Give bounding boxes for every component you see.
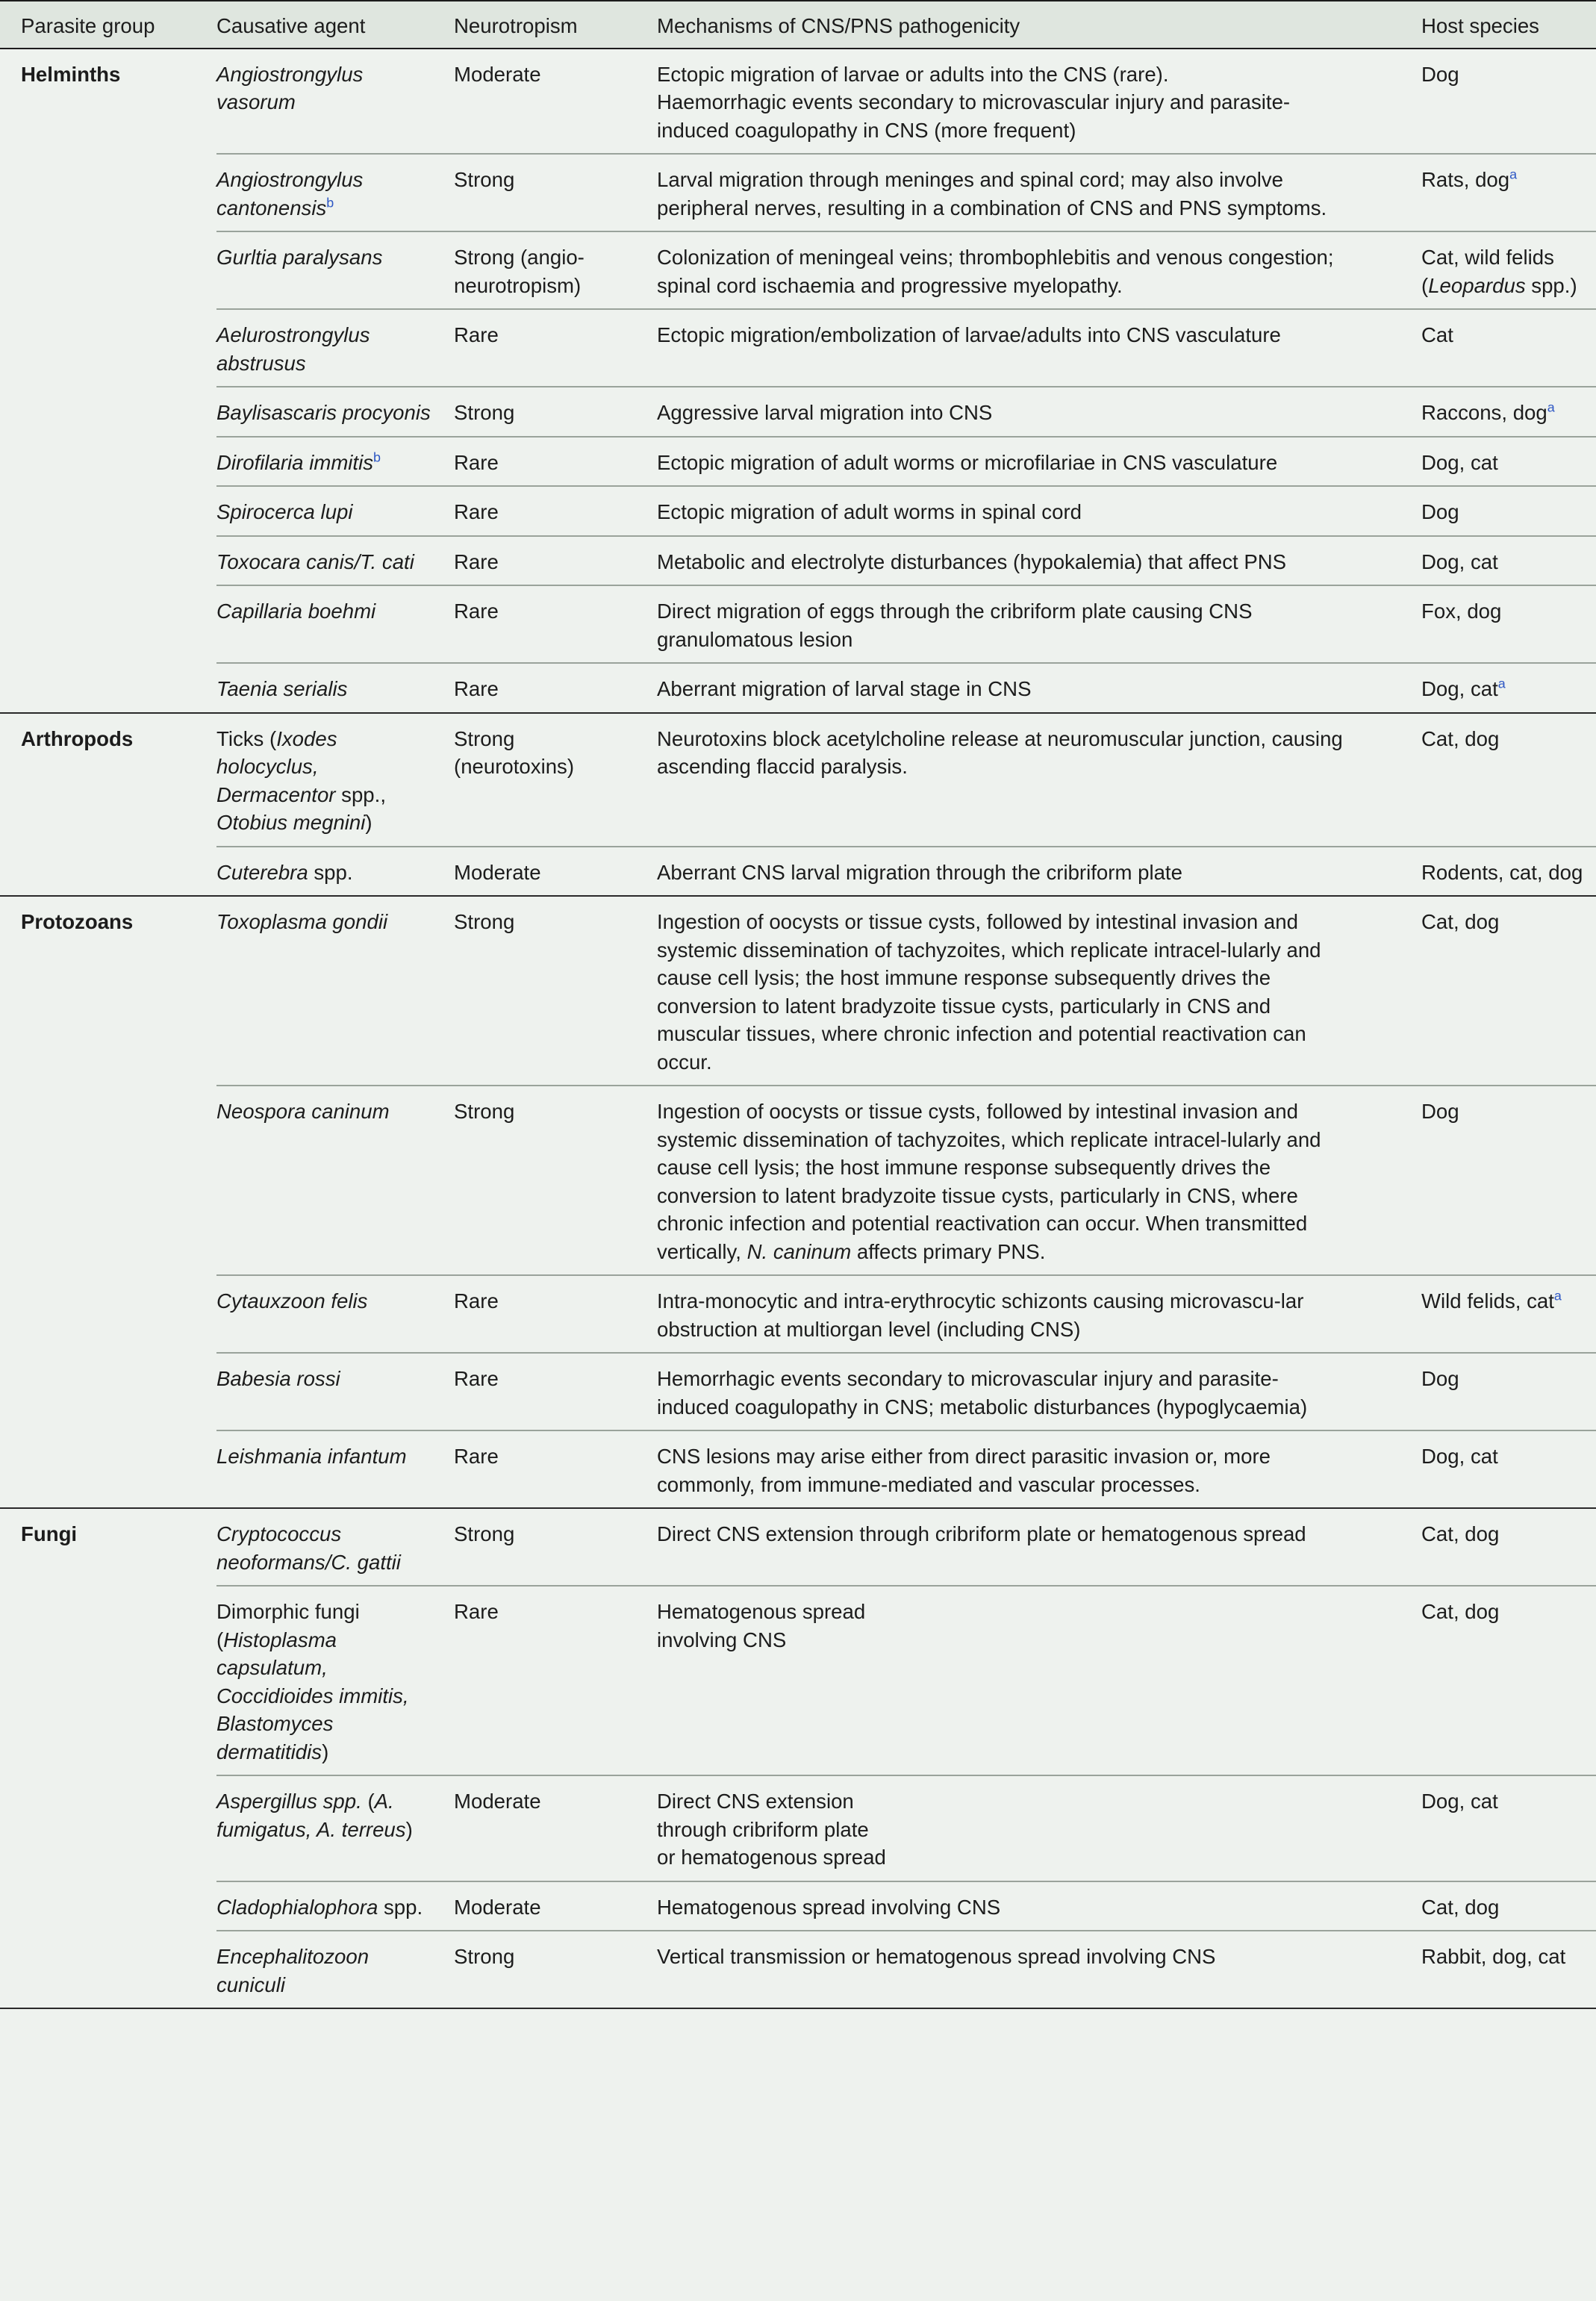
causative-agent: Toxocara canis/T. cati [216,536,454,586]
host-species: Dog, cat$^a$ [1421,663,1596,713]
host-species: Rats, dog$^a$ [1421,154,1596,231]
mechanism: Ectopic migration/embolization of larvae/adults into CNS vasculature [657,309,1421,387]
header-host-species: Host species [1421,1,1596,49]
neurotropism: Strong (angio-neurotropism) [454,231,657,309]
table-row [0,1931,1596,2008]
causative-agent: Ticks (Ixodes holocyclus, Dermacentor spp., Otobius megnini) [216,713,454,847]
causative-agent: Taenia serialis [216,663,454,713]
causative-agent: Babesia rossi [216,1353,454,1430]
table-row [0,1508,1596,1586]
host-species: Fox, dog [1421,585,1596,663]
footnote-marker: a [1553,1288,1562,1304]
mechanism: Direct migration of eggs through the cribriform plate causing CNS granulomatous lesion [657,585,1421,663]
host-species: Dog [1421,1086,1596,1275]
causative-agent: Cytauxzoon felis [216,1275,454,1353]
table-row [0,1881,1596,1931]
causative-agent: Angiostrongylus cantonensis$^b$ [216,154,454,231]
table-row [0,585,1596,663]
mechanism: Ectopic migration of larvae or adults into the CNS (rare). Haemorrhagic events secondary to microvascular injury and parasite-induced coagulopathy in CNS (more frequent) [657,49,1421,155]
neurotropism: Moderate [454,847,657,897]
causative-agent: Neospora caninum [216,1086,454,1275]
table-row [0,1430,1596,1508]
neurotropism: Rare [454,437,657,487]
mechanism: Ectopic migration of adult worms or microfilariae in CNS vasculature [657,437,1421,487]
table-row [0,154,1596,231]
host-species: Dog, cat [1421,536,1596,586]
neurotropism: Strong [454,387,657,437]
table-row [0,387,1596,437]
mechanism: Ingestion of oocysts or tissue cysts, followed by intestinal invasion and systemic dissemination of tachyzoites, which replicate intracel-lularly and cause cell lysis; the host immune response subsequently drives the conversion to latent bradyzoite tissue cysts, particularly in CNS, where chronic infection and potential reactivation can occur. When transmitted vertically, N. caninum affects primary PNS. [657,1086,1421,1275]
table-row [0,1775,1596,1881]
footnote-marker: b [373,449,381,464]
neurotropism: Strong [454,154,657,231]
causative-agent: Dimorphic fungi (Histoplasma capsulatum, Coccidioides immitis, Blastomyces dermatitidis) [216,1586,454,1775]
mechanism: Larval migration through meninges and spinal cord; may also involve peripheral nerves, resulting in a combination of CNS and PNS symptoms. [657,154,1421,231]
causative-agent: Toxoplasma gondii [216,896,454,1086]
neurotropism: Moderate [454,49,657,155]
table-row [0,847,1596,897]
mechanism: Aggressive larval migration into CNS [657,387,1421,437]
host-species: Cat [1421,309,1596,387]
header-parasite-group: Parasite group [0,1,216,49]
causative-agent: Cuterebra spp. [216,847,454,897]
footnote-marker: a [1547,399,1555,415]
table-row [0,1353,1596,1430]
mechanism: Metabolic and electrolyte disturbances (hypokalemia) that affect PNS [657,536,1421,586]
mechanism: Ectopic migration of adult worms in spinal cord [657,486,1421,536]
header-causative-agent: Causative agent [216,1,454,49]
mechanism: Ingestion of oocysts or tissue cysts, followed by intestinal invasion and systemic dissemination of tachyzoites, which replicate intracel-lularly and cause cell lysis; the host immune response subsequently drives the conversion to latent bradyzoite tissue cysts, particularly in CNS and muscular tissues, where chronic infection and potential reactivation can occur. [657,896,1421,1086]
neurotropism: Moderate [454,1775,657,1881]
host-species: Dog [1421,1353,1596,1430]
table-row [0,231,1596,309]
causative-agent: Gurltia paralysans [216,231,454,309]
host-species: Cat, dog [1421,1586,1596,1775]
causative-agent: Cryptococcus neoformans/C. gattii [216,1508,454,1586]
causative-agent: Encephalitozoon cuniculi [216,1931,454,2008]
host-species: Wild felids, cat$^a$ [1421,1275,1596,1353]
host-species: Rodents, cat, dog [1421,847,1596,897]
mechanism: Hematogenous spread involving CNS [657,1586,1421,1775]
table-row [0,536,1596,586]
group-arthropods: Arthropods [0,713,216,897]
neurotropism: Rare [454,1275,657,1353]
footnote-marker: a [1497,676,1506,691]
mechanism: Vertical transmission or hematogenous spread involving CNS [657,1931,1421,2008]
host-species: Dog, cat [1421,1430,1596,1508]
neurotropism: Rare [454,486,657,536]
mechanism: Intra-monocytic and intra-erythrocytic schizonts causing microvascu-lar obstruction at multiorgan level (including CNS) [657,1275,1421,1353]
table-row [0,1086,1596,1275]
footnote-marker: a [1509,166,1518,182]
causative-agent: Baylisascaris procyonis [216,387,454,437]
mechanism: Aberrant CNS larval migration through the cribriform plate [657,847,1421,897]
mechanism: Direct CNS extension through cribriform plate or hematogenous spread [657,1775,1421,1881]
table-row [0,437,1596,487]
table-row [0,896,1596,1086]
neurotropism: Rare [454,585,657,663]
neurotropism: Rare [454,1353,657,1430]
mechanism: Hemorrhagic events secondary to microvascular injury and parasite-induced coagulopathy in CNS; metabolic disturbances (hypoglycaemia) [657,1353,1421,1430]
neurotropism: Strong [454,1931,657,2008]
header-mechanisms: Mechanisms of CNS/PNS pathogenicity [657,1,1421,49]
causative-agent: Dirofilaria immitis$^b$ [216,437,454,487]
header-neurotropism: Neurotropism [454,1,657,49]
host-species: Cat, dog [1421,713,1596,847]
table-row [0,713,1596,847]
table-row [0,309,1596,387]
mechanism: Colonization of meningeal veins; thrombophlebitis and venous congestion; spinal cord ischaemia and progressive myelopathy. [657,231,1421,309]
footnote-marker: b [326,194,334,210]
causative-agent: Leishmania infantum [216,1430,454,1508]
neurotropism: Strong [454,1086,657,1275]
host-species: Rabbit, dog, cat [1421,1931,1596,2008]
host-species: Cat, dog [1421,1881,1596,1931]
mechanism: Direct CNS extension through cribriform plate or hematogenous spread [657,1508,1421,1586]
causative-agent: Angiostrongylus vasorum [216,49,454,155]
group-helminths: Helminths [0,49,216,713]
mechanism: Aberrant migration of larval stage in CNS [657,663,1421,713]
causative-agent: Cladophialophora spp. [216,1881,454,1931]
neurotropism: Rare [454,1586,657,1775]
neurotropism: Rare [454,1430,657,1508]
causative-agent: Aspergillus spp. (A. fumigatus, A. terreus) [216,1775,454,1881]
neurotropism: Moderate [454,1881,657,1931]
neurotropism: Strong [454,1508,657,1586]
group-protozoans: Protozoans [0,896,216,1508]
neurotropism: Strong [454,896,657,1086]
table-row [0,1275,1596,1353]
causative-agent: Spirocerca lupi [216,486,454,536]
neurotropism: Rare [454,309,657,387]
table-row [0,486,1596,536]
mechanism: Hematogenous spread involving CNS [657,1881,1421,1931]
host-species: Dog [1421,486,1596,536]
table-header [0,1,1596,49]
causative-agent: Capillaria boehmi [216,585,454,663]
host-species: Cat, dog [1421,1508,1596,1586]
host-species: Raccons, dog$^a$ [1421,387,1596,437]
neurotropism: Strong (neurotoxins) [454,713,657,847]
host-species: Cat, dog [1421,896,1596,1086]
table-row [0,663,1596,713]
neurotropism: Rare [454,536,657,586]
group-fungi: Fungi [0,1508,216,2008]
table-row [0,1586,1596,1775]
mechanism: Neurotoxins block acetylcholine release at neuromuscular junction, causing ascending flaccid paralysis. [657,713,1421,847]
host-species: Dog, cat [1421,437,1596,487]
host-species: Cat, wild felids (Leopardus spp.) [1421,231,1596,309]
host-species: Dog [1421,49,1596,155]
causative-agent: Aelurostrongylus abstrusus [216,309,454,387]
table-row [0,49,1596,155]
mechanism: CNS lesions may arise either from direct parasitic invasion or, more commonly, from immune-mediated and vascular processes. [657,1430,1421,1508]
host-species: Dog, cat [1421,1775,1596,1881]
neurotropism: Rare [454,663,657,713]
